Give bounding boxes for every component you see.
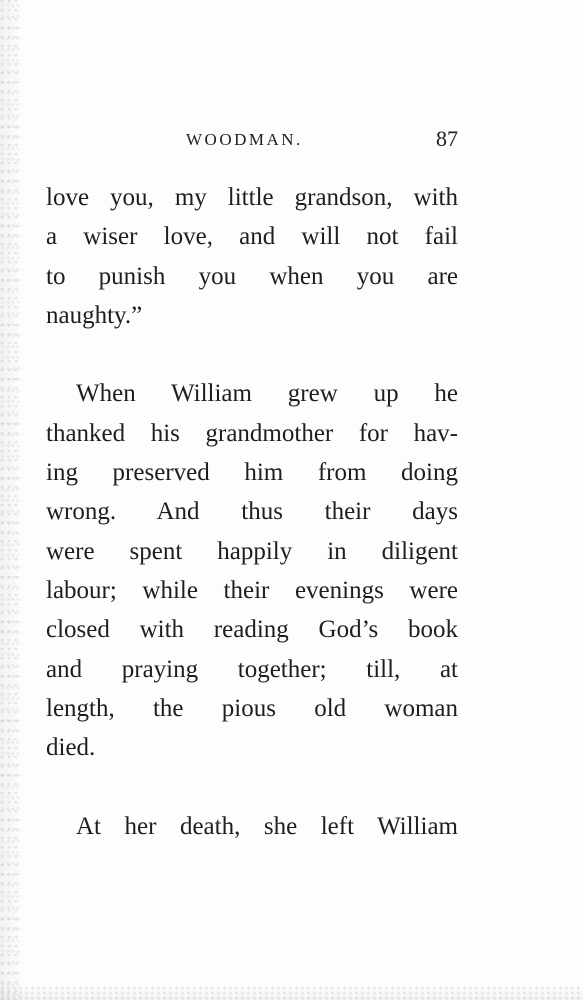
text-line: ing preserved him from doing [46,459,458,487]
page-bottom-edge [0,986,583,1000]
text-line: When William grew up he [76,380,458,408]
text-line: to punish you when you are [46,262,458,290]
body-text [46,178,458,846]
text-line: labour; while their evenings were [46,576,458,604]
paragraph-gap [46,767,458,806]
text-line: naughty.” [46,301,143,329]
text-line: closed with reading God’s book [46,616,458,644]
text-line: love you, my little grandson, with [46,184,458,211]
paragraph-2 [46,374,458,767]
text-line: and praying together; till, at [46,655,458,683]
text-line: died. [46,734,96,762]
paragraph-3 [46,807,458,846]
text-line: At her death, she left William [76,812,458,840]
running-head [46,126,458,156]
running-title: WOODMAN. [186,130,303,149]
page-edge-shadow [0,0,22,1000]
text-line: wrong. And thus their days [46,498,458,526]
paragraph-gap [46,335,458,374]
text-line: a wiser love, and will not fail [46,223,458,251]
paragraph-1 [46,178,458,335]
text-line: length, the pious old woman [46,694,458,722]
page-number: 87 [436,126,458,151]
text-line: were spent happily in diligent [46,537,458,565]
text-line: thanked his grandmother for hav- [46,419,458,447]
